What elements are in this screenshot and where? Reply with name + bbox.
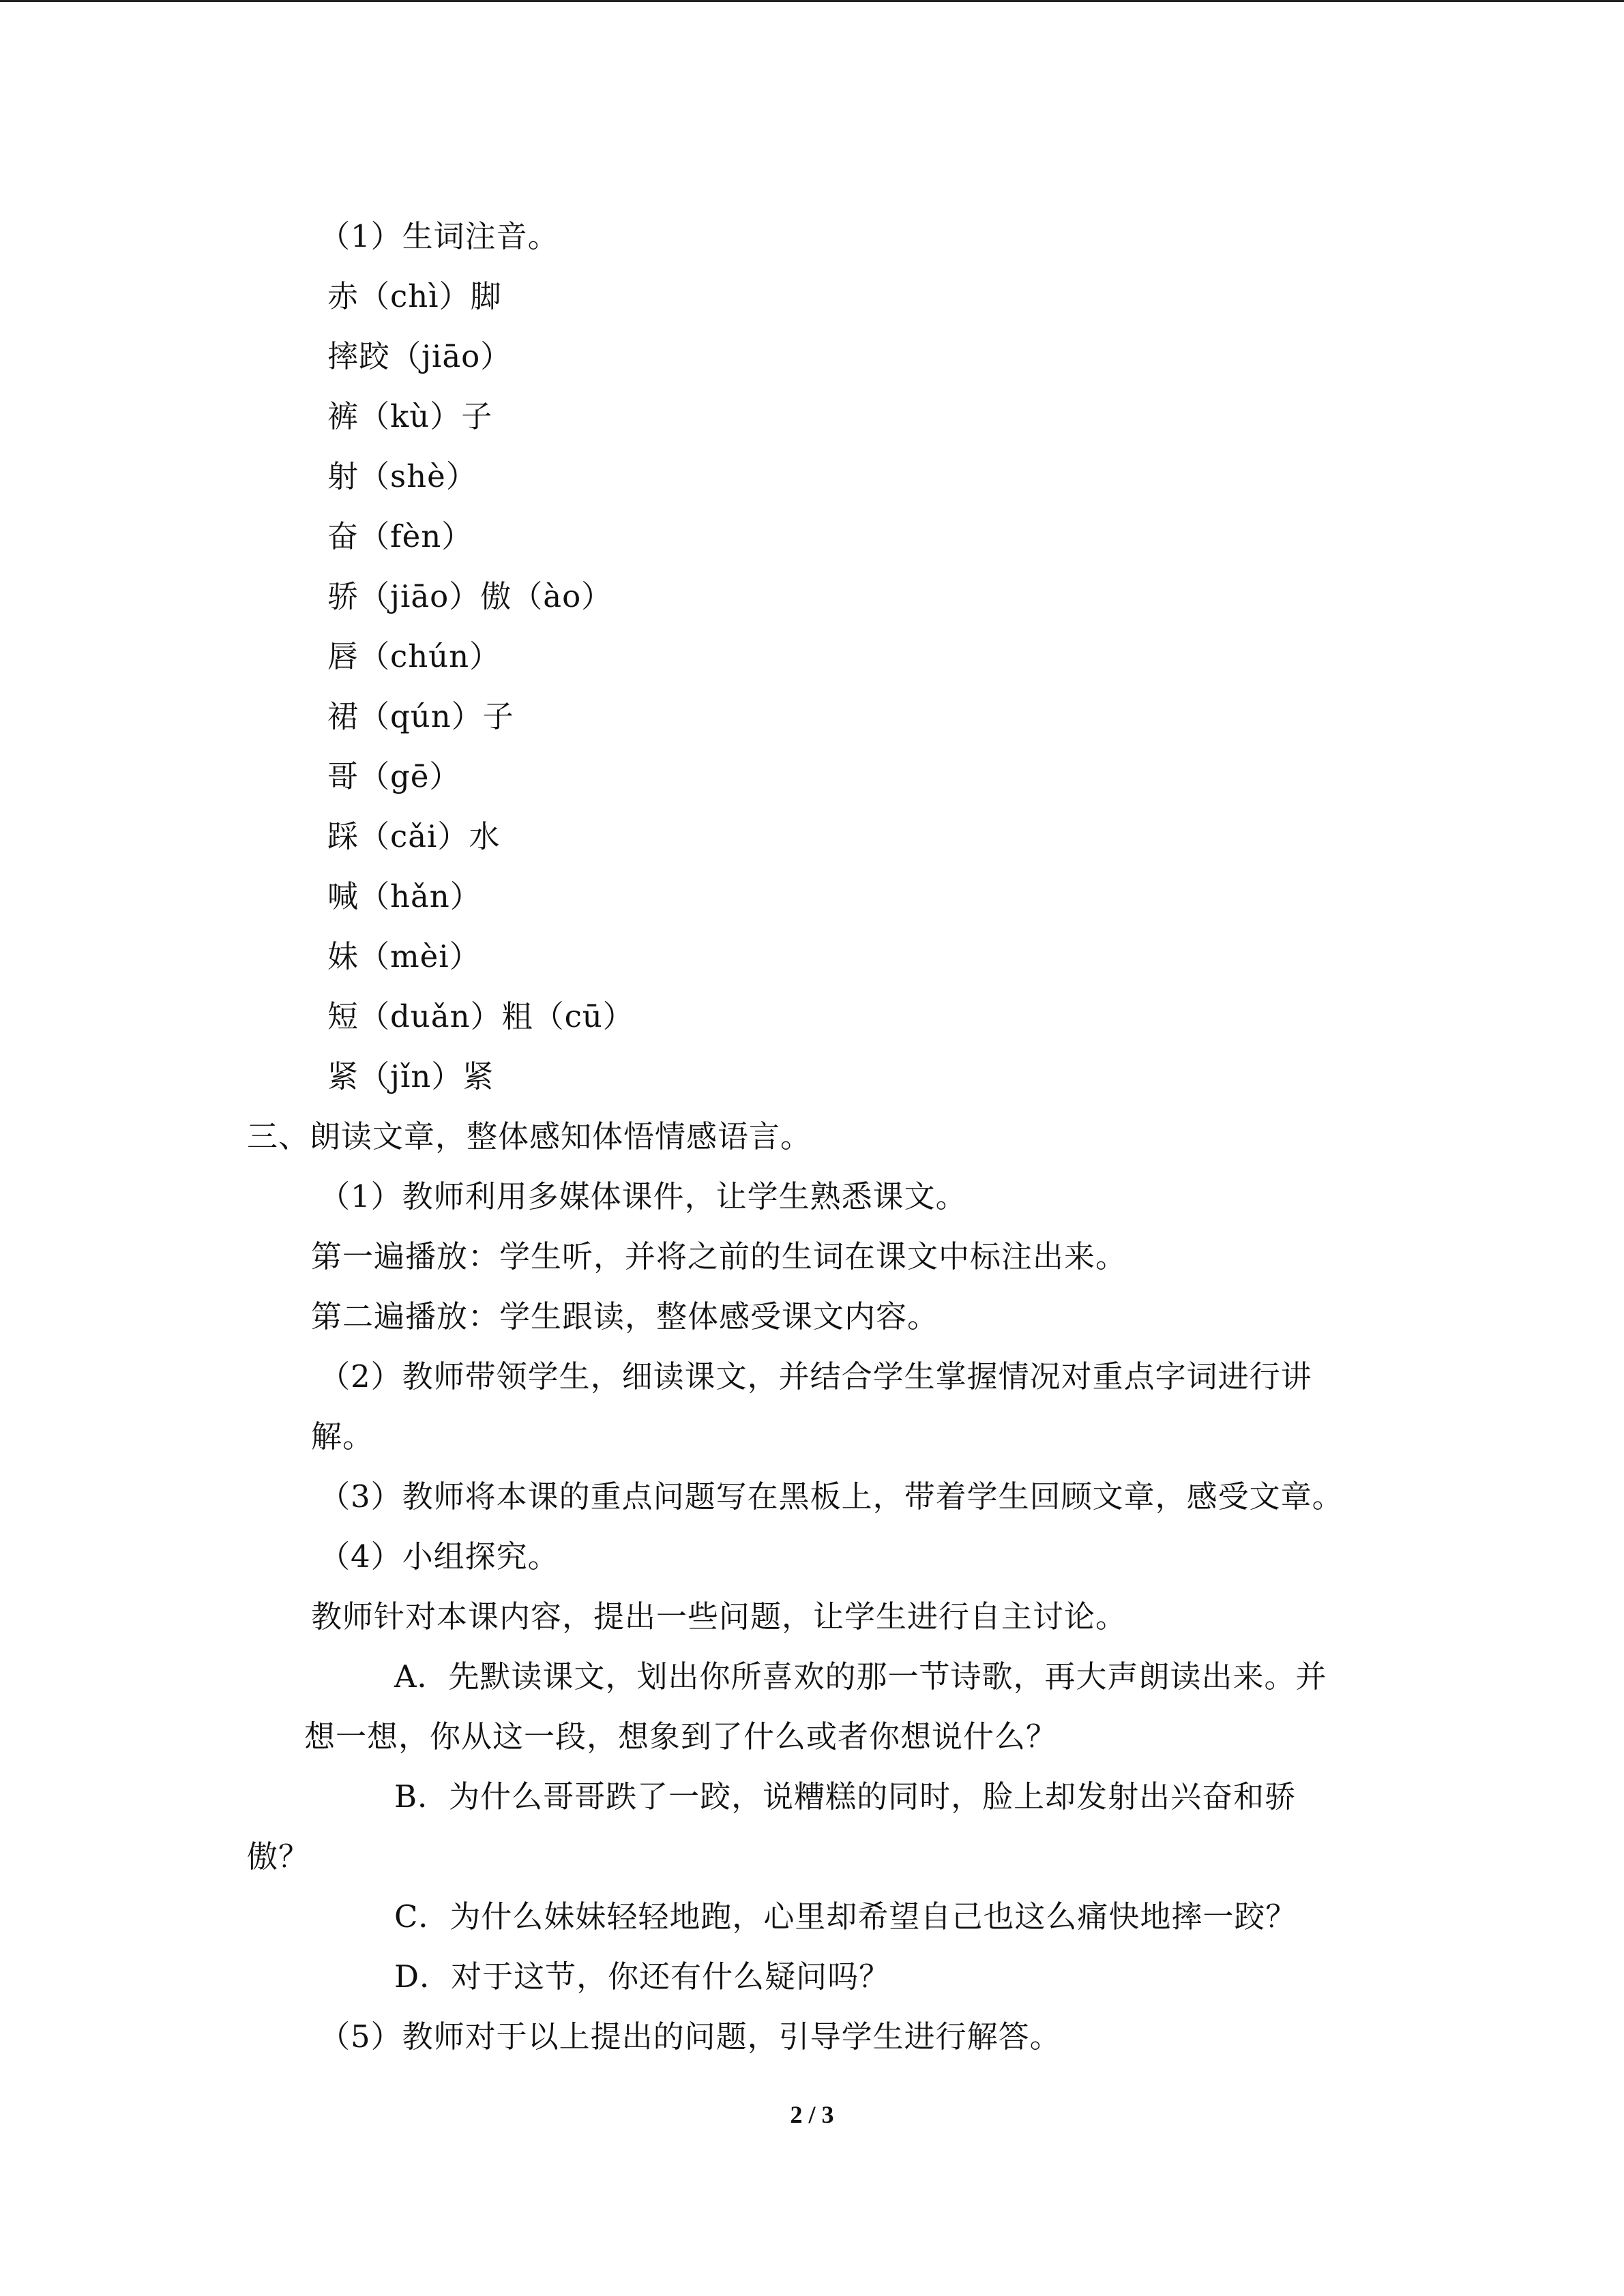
vocab-item: 妹（mèi）	[327, 938, 481, 974]
vocab-item: 唇（chún）	[327, 638, 501, 674]
question-b: B．为什么哥哥跌了一跤，说糟糕的同时，脸上却发射出兴奋和骄	[394, 1778, 1297, 1815]
vocab-item: 裙（qún）子	[327, 698, 514, 734]
question-a-continued: 想一想，你从这一段，想象到了什么或者你想说什么？	[304, 1718, 1058, 1755]
vocab-item: 裤（kù）子	[327, 398, 493, 434]
vocab-item: 赤（chì）脚	[327, 278, 502, 314]
paragraph: （3）教师将本课的重点问题写在黑板上，带着学生回顾文章，感受文章。	[319, 1478, 1344, 1515]
vocab-heading: （1）生词注音。	[319, 218, 559, 254]
paragraph: 第一遍播放：学生听，并将之前的生词在课文中标注出来。	[311, 1238, 1127, 1274]
page-number: 2 / 3	[790, 2101, 834, 2128]
vocab-item: 摔跤（jiāo）	[327, 338, 512, 374]
vocab-item: 喊（hǎn）	[327, 878, 482, 914]
paragraph: 解。	[311, 1418, 374, 1455]
vocab-item: 紧（jǐn）紧	[327, 1058, 494, 1094]
paragraph: （1）教师利用多媒体课件，让学生熟悉课文。	[319, 1178, 967, 1214]
paragraph: （5）教师对于以上提出的问题，引导学生进行解答。	[319, 2018, 1061, 2055]
question-c: C．为什么妹妹轻轻地跑，心里却希望自己也这么痛快地摔一跤？	[394, 1898, 1297, 1935]
question-d: D．对于这节，你还有什么疑问吗？	[394, 1958, 891, 1995]
vocab-item: 短（duǎn）粗（cū）	[327, 998, 634, 1034]
vocab-item: 哥（gē）	[327, 758, 461, 794]
vocab-item: 骄（jiāo）傲（ào）	[327, 578, 613, 614]
question-a: A．先默读课文，划出你所喜欢的那一节诗歌，再大声朗读出来。并	[394, 1658, 1327, 1695]
section-heading: 三、朗读文章，整体感知体悟情感语言。	[247, 1118, 812, 1154]
paragraph: 教师针对本课内容，提出一些问题，让学生进行自主讨论。	[311, 1598, 1127, 1635]
question-b-continued: 傲？	[247, 1838, 310, 1875]
vocab-item: 踩（cǎi）水	[327, 818, 501, 854]
paragraph: （4）小组探究。	[319, 1538, 559, 1575]
paragraph: 第二遍播放：学生跟读，整体感受课文内容。	[311, 1298, 939, 1335]
vocab-item: 射（shè）	[327, 458, 477, 494]
vocab-item: 奋（fèn）	[327, 518, 473, 554]
paragraph: （2）教师带领学生，细读课文，并结合学生掌握情况对重点字词进行讲	[319, 1358, 1312, 1395]
